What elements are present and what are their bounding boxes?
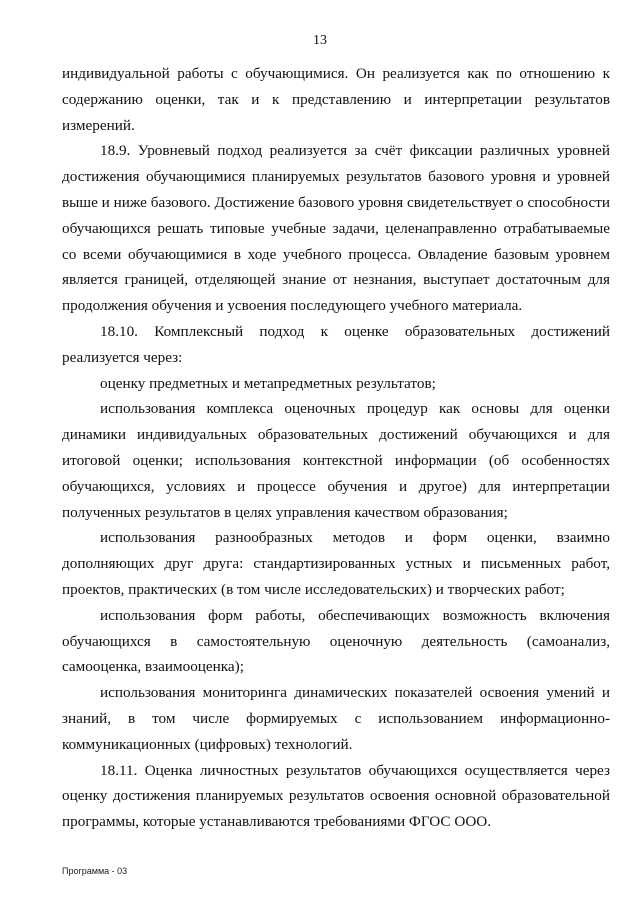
- paragraph-continuation: индивидуальной работы с обучающимися. Он реализуется как по отношению к содержанию оценки, так и к представлению и интерпретации результатов измерений.: [62, 65, 610, 134]
- document-body: [62, 61, 610, 835]
- footer-label: Программа - 03: [62, 866, 128, 876]
- list-item-subject-results: оценку предметных и метапредметных результатов;: [100, 374, 436, 392]
- page-number: 13: [313, 33, 327, 48]
- list-item-assessment-procedures: использования комплекса оценочных процедур как основы для оценки динамики индивидуальных образовательных достижений обучающихся и для итоговой оценки; использования контекстной информации (об особенностях обучающихся, условиях и процессе обучения и другое) для интерпретации полученных результатов в целях управления качеством образования;: [62, 400, 610, 521]
- paragraph-18-10: 18.10. Комплексный подход к оценке образовательных достижений реализуется через:: [62, 322, 610, 366]
- list-item-monitoring: использования мониторинга динамических показателей освоения умений и знаний, в том числе формируемых с использованием информационно-коммуникационных (цифровых) технологий.: [62, 684, 610, 753]
- paragraph-18-9: 18.9. Уровневый подход реализуется за счёт фиксации различных уровней достижения обучающимися планируемых результатов базового уровня и уровней выше и ниже базового. Достижение базового уровня свидетельствует о способности обучающихся решать типовые учебные задачи, целенаправленно отрабатываемые со всеми обучающимися в ходе учебного процесса. Овладение базовым уровнем является границей, отделяющей знание от незнания, выступает достаточным для продолжения обучения и усвоения последующего учебного материала.: [62, 142, 610, 315]
- paragraph-18-11: 18.11. Оценка личностных результатов обучающихся осуществляется через оценку достижения планируемых результатов освоения основной образовательной программы, которые устанавливаются требованиями ФГОС ООО.: [62, 761, 610, 831]
- list-item-self-assessment: использования форм работы, обеспечивающих возможность включения обучающихся в самостоятельную оценочную деятельность (самоанализ, самооценка, взаимооценка);: [62, 606, 610, 676]
- list-item-assessment-methods: использования разнообразных методов и форм оценки, взаимно дополняющих друг друга: стандартизированных устных и письменных работ, проектов, практических (в том числе исследовательских) и творческих работ;: [62, 529, 610, 598]
